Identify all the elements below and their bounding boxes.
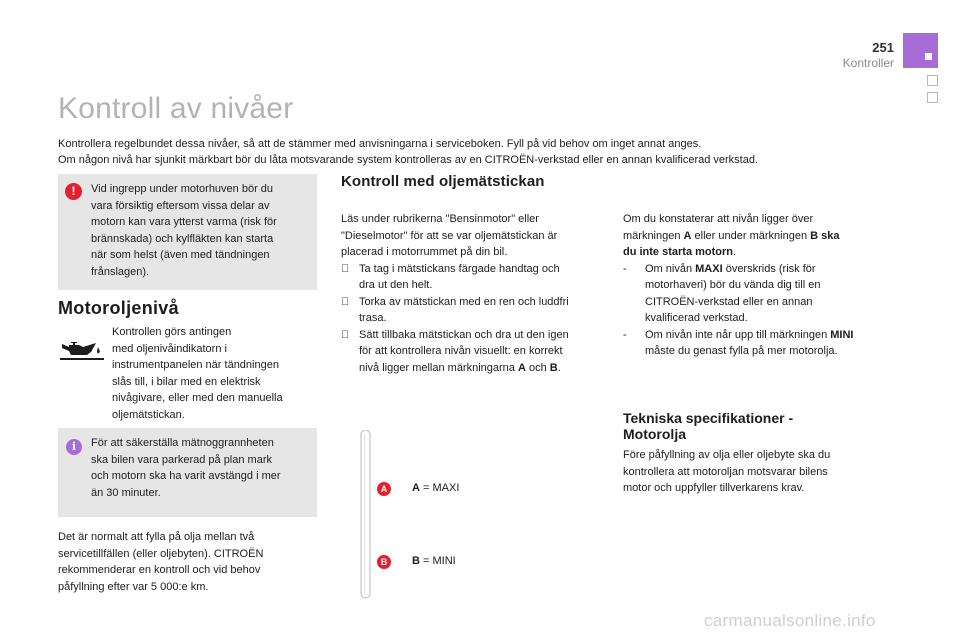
level-check-text: [623, 211, 898, 360]
text-line: än 30 minuter.: [91, 486, 161, 499]
section-tab[interactable]: [927, 92, 938, 103]
normal-fill-text: [58, 529, 317, 595]
text-span: .: [557, 361, 561, 374]
text-line: nivågivare, eller med den manuella: [112, 392, 283, 404]
text-line: dra ut den helt.: [359, 279, 433, 291]
text-line: för att kontrollera nivån visuellt: en korrekt: [359, 345, 563, 357]
text-span: nivå ligger mellan märkningarna: [359, 361, 518, 374]
text-line: kvalificerad verkstad.: [645, 312, 748, 324]
warning-box: [58, 174, 317, 290]
text-line: motorhaveri) bör du vända dig till en: [645, 279, 821, 291]
mark-b-ref: B: [549, 361, 558, 374]
text-line: slås till, i bilar med en elektrisk: [112, 375, 261, 388]
section-label: Kontroller: [842, 56, 894, 70]
dipstick-steps: [341, 261, 611, 377]
tab-dot-icon: [925, 53, 932, 60]
info-box: [58, 428, 317, 517]
bold-span: MINI: [830, 328, 854, 341]
text-line: servicetillfällen (eller oljebyten). CITROËN: [58, 547, 264, 560]
text-span: märkningen: [623, 229, 684, 242]
oil-level-heading: Motoroljenivå: [58, 298, 179, 318]
specs-heading: [623, 410, 883, 442]
heading-line: Tekniska specifikationer -: [623, 410, 794, 426]
checkbox-bullet-icon: [341, 261, 349, 278]
text-line: Om du konstaterar att nivån ligger över: [623, 213, 814, 225]
text-line: motorn kan vara ytterst varma (risk för: [91, 216, 277, 228]
text-line: vara försiktig eftersom vissa delar av: [91, 199, 270, 212]
text-line: Ta tag i mätstickans färgade handtag och: [359, 262, 560, 275]
specs-text: [623, 447, 893, 497]
dipstick-heading: Kontroll med oljemätstickan: [341, 173, 545, 190]
oil-can-icon: [60, 338, 104, 362]
page-title: Kontroll av nivåer: [58, 92, 294, 125]
checkbox-bullet-icon: [341, 327, 349, 344]
mark-a-ref: A: [517, 361, 526, 374]
intro-text: [58, 136, 898, 168]
mark-b-ref: B: [412, 555, 420, 567]
text-line: motor och uppfyller tillverkarens krav.: [623, 482, 805, 494]
bold-span: du inte starta motorn: [623, 246, 734, 258]
mark-a-ref: A: [683, 229, 692, 242]
list-item: [623, 261, 898, 327]
text-line: när som helst (även med tändningen: [91, 249, 270, 261]
text-line: [645, 261, 898, 278]
text-line: Det är normalt att fylla på olja mellan två: [58, 531, 255, 543]
text-line: med oljenivåindikatorn i: [112, 342, 227, 355]
text-line: Sätt tillbaka mätstickan och dra ut den igen: [359, 328, 569, 341]
text-line: Läs under rubrikerna "Bensinmotor" eller: [341, 213, 539, 225]
text-span: eller under märkningen: [691, 229, 811, 242]
text-span: = MINI: [419, 555, 456, 567]
warning-exclamation-icon: !: [65, 183, 82, 200]
list-item: [341, 327, 611, 377]
text-line: Kontrollen görs antingen: [112, 326, 232, 338]
oil-level-text: [112, 324, 317, 423]
text-line: frånslagen).: [91, 265, 150, 278]
info-icon: i: [66, 439, 82, 455]
warning-text: [91, 181, 305, 280]
mark-b-label: [412, 555, 456, 567]
watermark: carmanualsonline.info: [704, 611, 876, 630]
text-line: CITROËN-verkstad eller en annan: [645, 295, 813, 308]
text-line: [623, 244, 898, 261]
mark-a-label: [412, 482, 459, 494]
level-check-list: [623, 261, 898, 360]
text-line: måste du genast fylla på mer motorolja.: [645, 345, 838, 357]
text-line: "Dieselmotor" för att se var oljemätstickan är: [341, 229, 558, 242]
text-line: trasa.: [359, 312, 387, 324]
text-line: För att säkerställa mätnoggrannheten: [91, 437, 274, 449]
intro-line: Kontrollera regelbundet dessa nivåer, så att de stämmer med anvisningarna i serviceboken. Fyll på vid behov om inget annat anges.: [58, 138, 702, 150]
bold-span: B ska: [810, 229, 840, 242]
mark-b-badge: B: [377, 555, 391, 569]
dash-bullet: -: [623, 262, 627, 275]
page-number: 251: [872, 40, 894, 55]
text-line: Torka av mätstickan med en ren och luddfri: [359, 295, 569, 308]
heading-line: Motorolja: [623, 426, 686, 442]
dash-bullet: -: [623, 328, 627, 341]
intro-line: Om någon nivå har sjunkit märkbart bör du låta motsvarande system kontrolleras av en CITROËN-verkstad eller en annan kvalificerad verkstad.: [58, 154, 759, 166]
checkbox-bullet-icon: [341, 294, 349, 311]
text-line: ska bilen vara parkerad på plan mark: [91, 453, 272, 466]
dipstick-text: [341, 211, 611, 376]
list-item: [341, 294, 611, 327]
dipstick-illustration: [358, 430, 374, 600]
text-span: Om nivån inte når upp till märkningen: [645, 328, 831, 341]
text-line: oljemätstickan.: [112, 408, 185, 421]
text-line: Före påfyllning av olja eller oljebyte ska du: [623, 449, 831, 461]
text-line: [645, 327, 898, 344]
text-line: kontrollera att motoroljan motsvarar bilens: [623, 465, 828, 478]
info-text: [91, 435, 305, 501]
text-span: och: [525, 361, 550, 374]
list-item: [341, 261, 611, 294]
text-span: Om nivån: [645, 262, 696, 275]
text-line: påfyllning efter var 5 000:e km.: [58, 580, 209, 593]
text-line: placerad i motorrummet på din bil.: [341, 246, 508, 258]
text-line: brännskada) och kylfläkten kan starta: [91, 232, 274, 245]
text-line: [359, 360, 611, 377]
mark-a-badge: A: [377, 482, 391, 496]
text-span: överskrids (risk för: [722, 262, 816, 275]
text-line: och motorn ska ha varit avstängd i mer: [91, 470, 281, 482]
section-tab-active[interactable]: [903, 33, 938, 68]
text-span: .: [733, 246, 737, 258]
text-line: Vid ingrepp under motorhuven bör du: [91, 183, 274, 195]
bold-span: MAXI: [695, 262, 723, 275]
text-line: [623, 228, 898, 245]
mark-a-ref: A: [412, 482, 420, 494]
text-span: = MAXI: [419, 482, 460, 494]
text-line: instrumentpanelen när tändningen: [112, 359, 279, 371]
list-item: [623, 327, 898, 360]
text-line: rekommenderar en kontroll och vid behov: [58, 564, 261, 576]
section-tab[interactable]: [927, 75, 938, 86]
